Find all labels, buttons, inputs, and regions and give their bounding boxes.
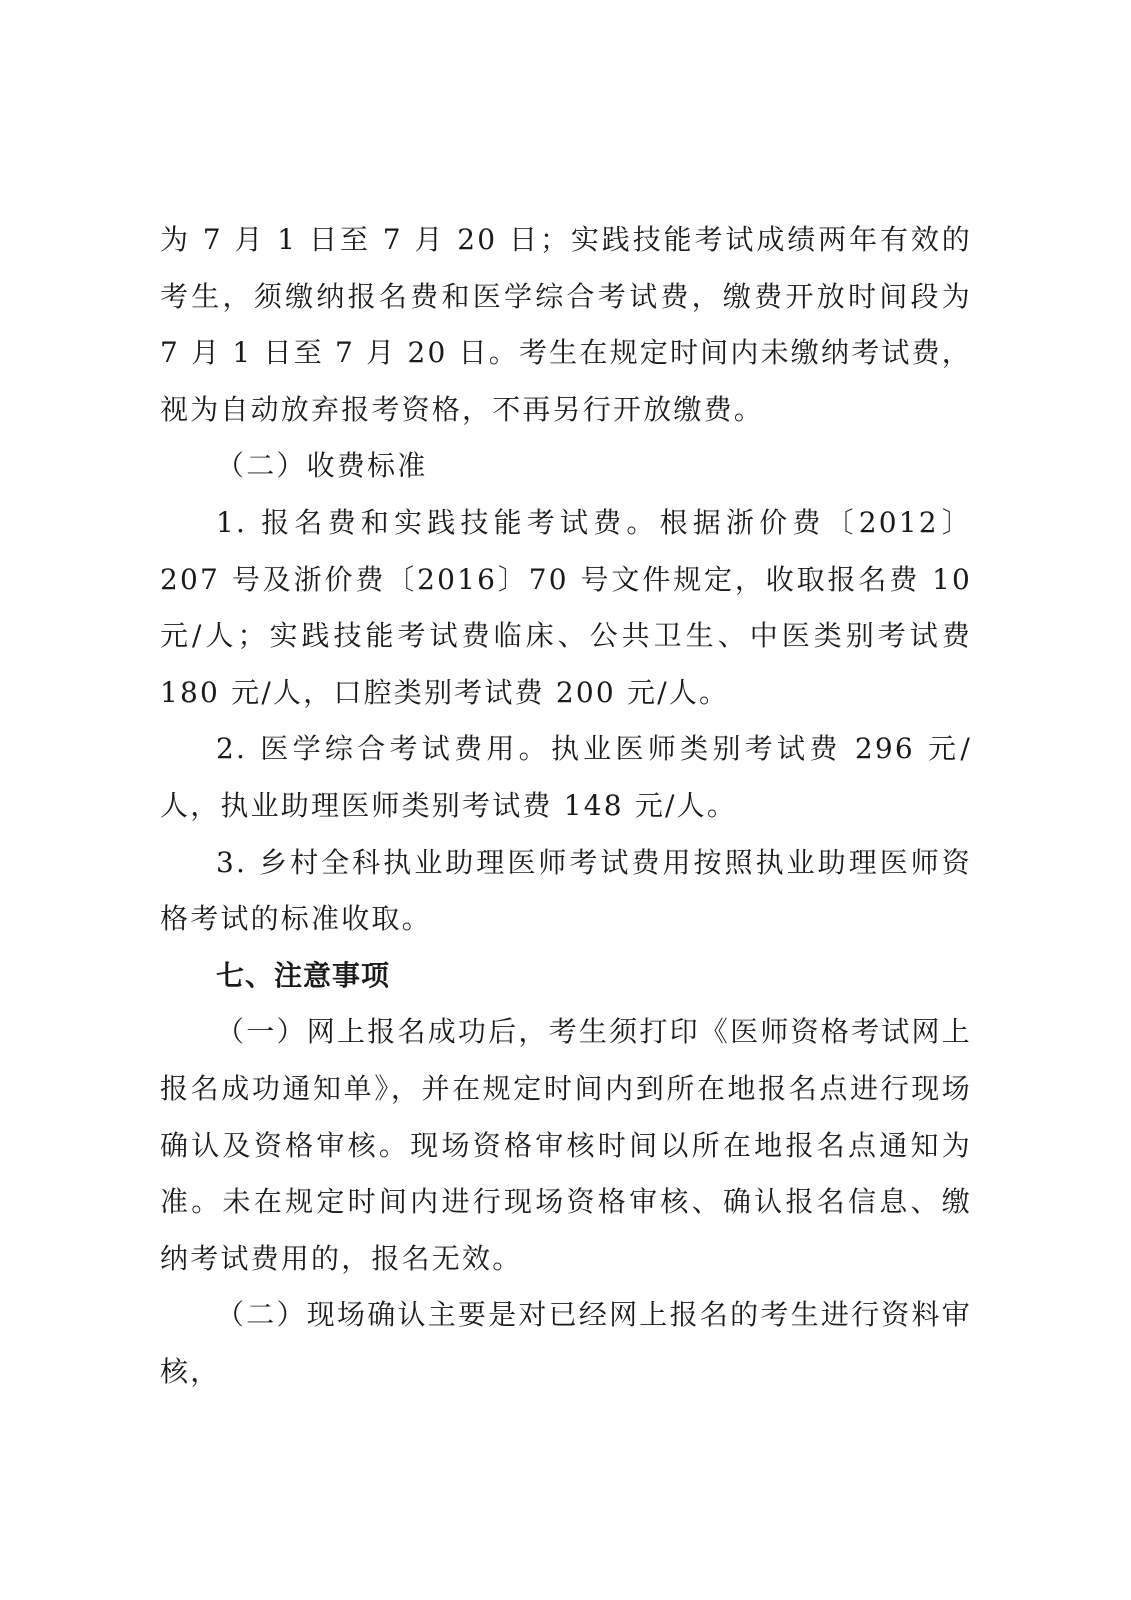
medical-exam-fee-paragraph: 2. 医学综合考试费用。执业医师类别考试费 296 元/人，执业助理医师类别考试费 148 元/人。 (160, 732, 972, 822)
online-registration-note-paragraph: （一）网上报名成功后，考生须打印《医师资格考试网上报名成功通知单》，并在规定时间内到所在地报名点进行现场确认及资格审核。现场资格审核时间以所在地报名点通知为准。未在规定时间内进行现场资格审核、确认报名信息、缴纳考试费用的，报名无效。 (160, 1015, 972, 1275)
rural-assistant-fee-paragraph: 3. 乡村全科执业助理医师考试费用按照执业助理医师资格考试的标准收取。 (160, 845, 972, 936)
document-body (160, 212, 972, 1400)
onsite-confirmation-paragraph: （二）现场确认主要是对已经网上报名的考生进行资料审核， (160, 1298, 972, 1388)
payment-period-paragraph: 为 7 月 1 日至 7 月 20 日；实践技能考试成绩两年有效的考生，须缴纳报名费和医学综合考试费，缴费开放时间段为 7 月 1 日至 7 月 20 日。考生在规定时间内未缴纳考试费，视为自动放弃报考资格，不再另行开放缴费。 (160, 223, 972, 426)
section-heading-notes: 七、注意事项 (216, 958, 391, 992)
fee-standard-subheading: （二）收费标准 (216, 449, 428, 483)
registration-fee-paragraph: 1. 报名费和实践技能考试费。根据浙价费〔2012〕207 号及浙价费〔2016〕70 号文件规定，收取报名费 10 元/人；实践技能考试费临床、公共卫生、中医类别考试费 180 元/人，口腔类别考试费 200 元/人。 (160, 505, 972, 709)
